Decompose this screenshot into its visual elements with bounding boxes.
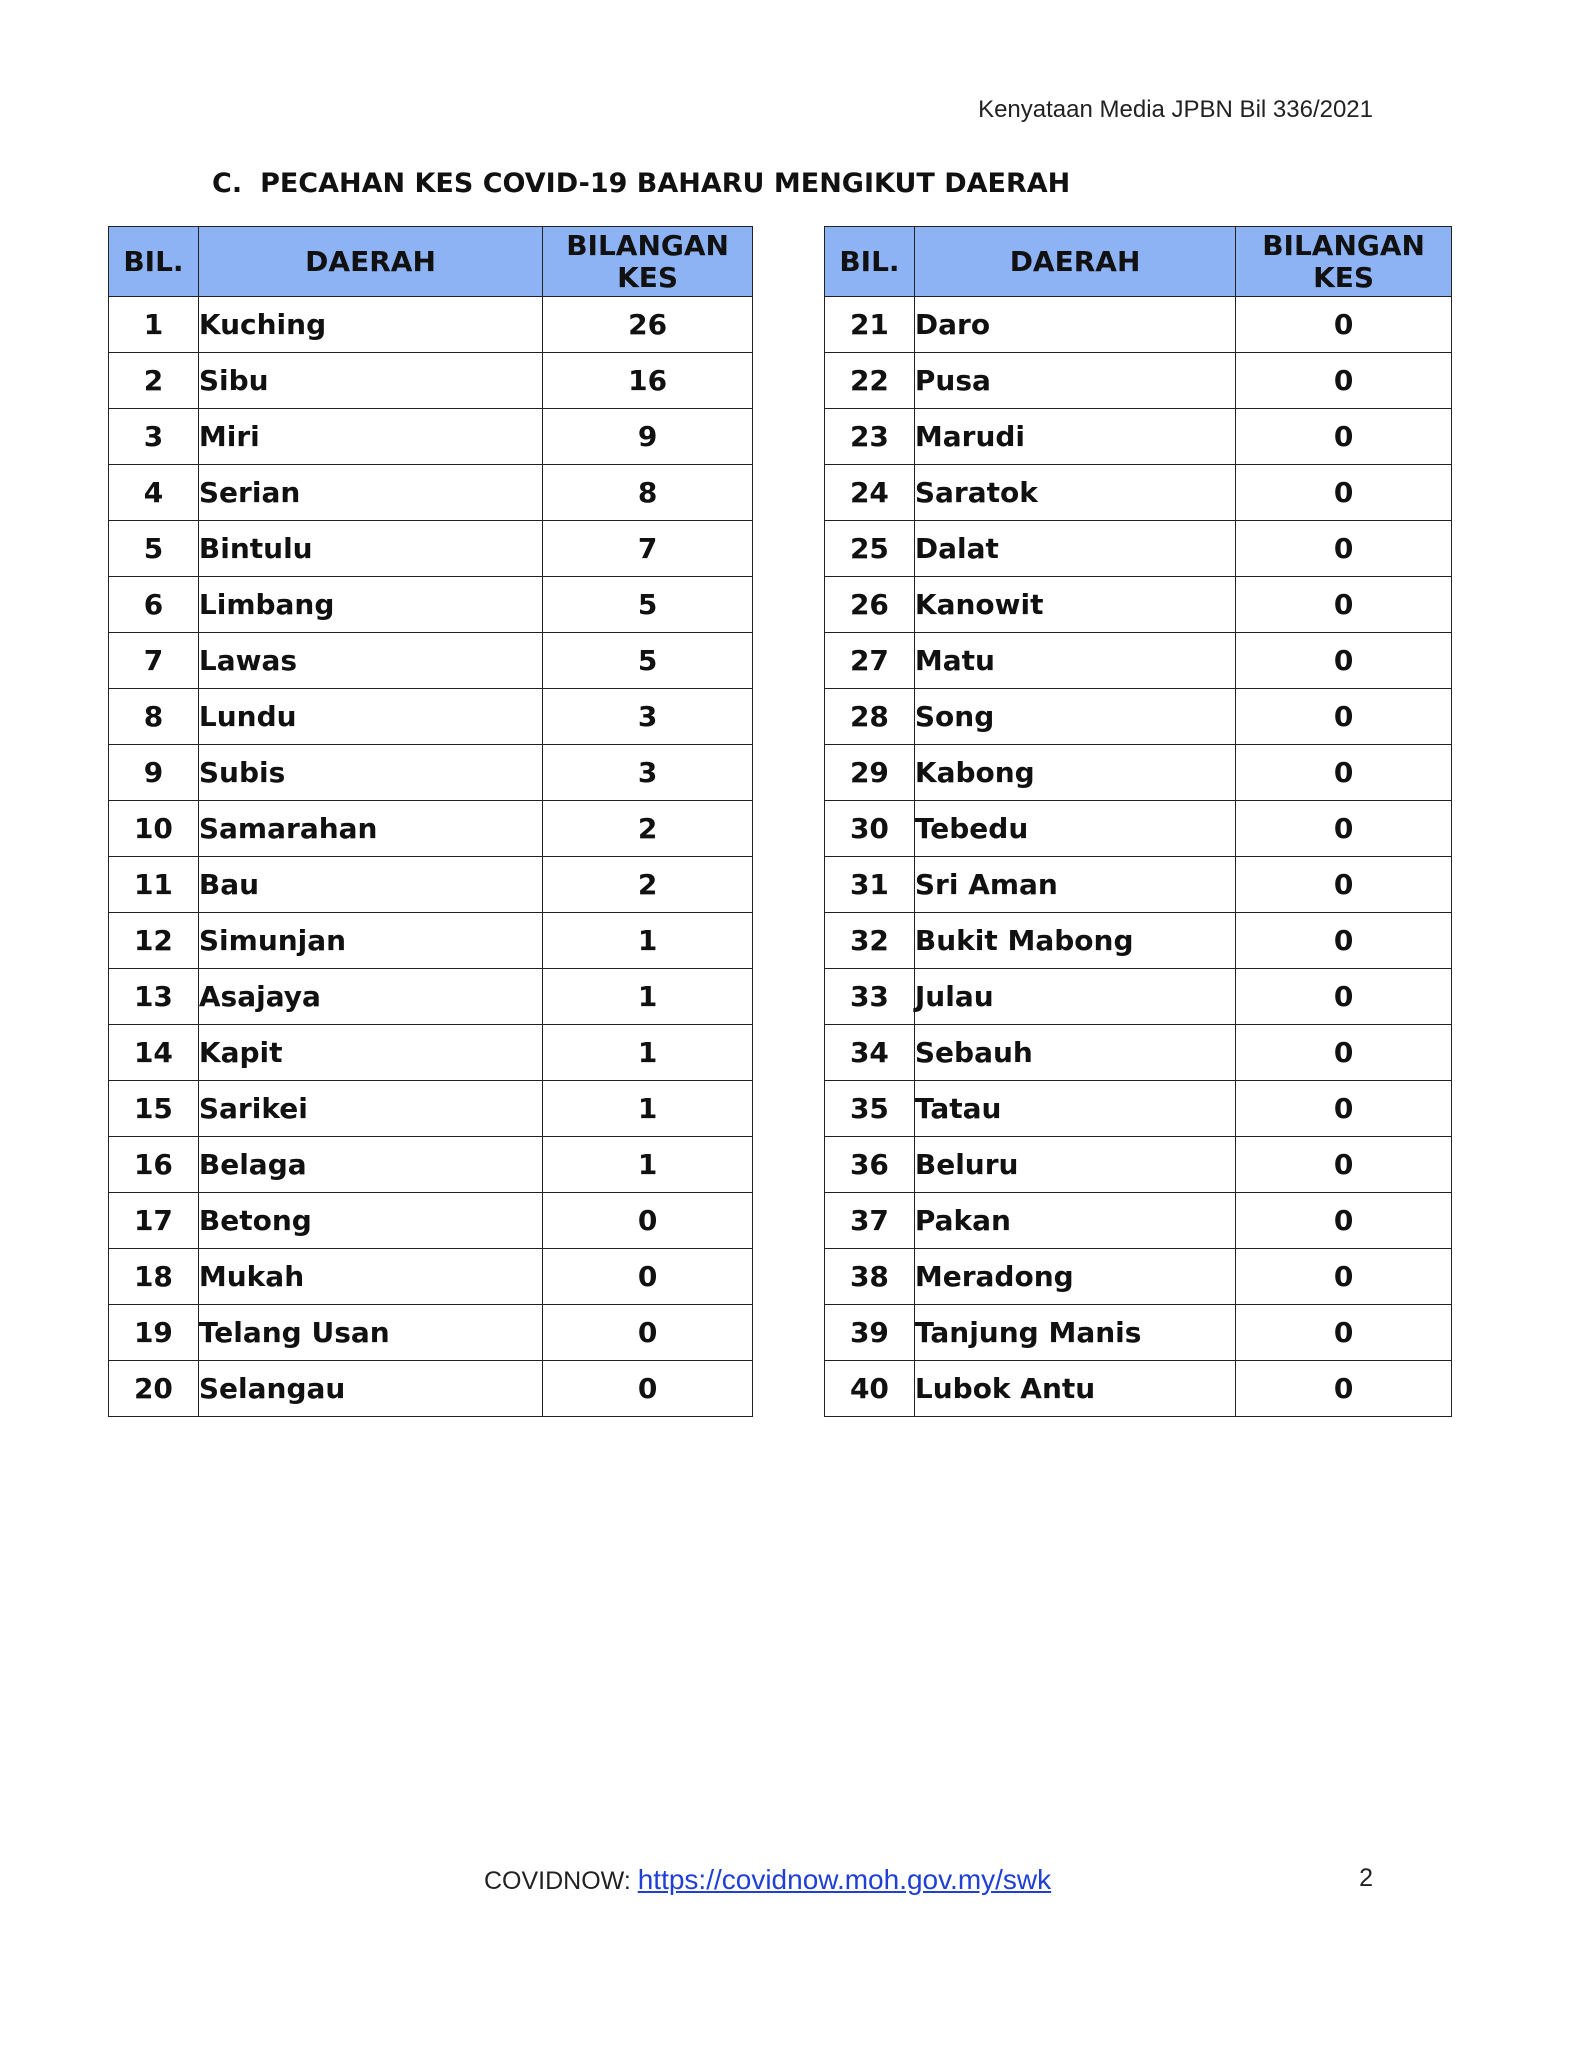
district-name: Lawas (198, 633, 542, 689)
case-count: 2 (543, 801, 753, 857)
row-number: 37 (825, 1193, 915, 1249)
district-name: Sri Aman (914, 857, 1235, 913)
district-name: Subis (198, 745, 542, 801)
case-count: 0 (1236, 633, 1452, 689)
district-name: Lubok Antu (914, 1361, 1235, 1417)
case-count: 0 (1236, 689, 1452, 745)
table-row (825, 1361, 1452, 1417)
case-count: 0 (1236, 1193, 1452, 1249)
table-row (825, 465, 1452, 521)
row-number: 31 (825, 857, 915, 913)
row-number: 21 (825, 297, 915, 353)
row-number: 19 (109, 1305, 199, 1361)
table-row (109, 689, 753, 745)
header-bil: BIL. (109, 227, 199, 297)
district-name: Mukah (198, 1249, 542, 1305)
row-number: 22 (825, 353, 915, 409)
case-count: 3 (543, 745, 753, 801)
district-name: Tatau (914, 1081, 1235, 1137)
row-number: 20 (109, 1361, 199, 1417)
case-count: 8 (543, 465, 753, 521)
table-row (109, 1193, 753, 1249)
case-count: 0 (543, 1305, 753, 1361)
case-count: 0 (1236, 745, 1452, 801)
row-number: 11 (109, 857, 199, 913)
table-row (825, 577, 1452, 633)
district-name: Julau (914, 969, 1235, 1025)
header-cases-line1: BILANGAN (1262, 228, 1425, 262)
section-title-text: PECAHAN KES COVID-19 BAHARU MENGIKUT DAERAH (260, 168, 1071, 199)
table-header-row (825, 227, 1452, 297)
row-number: 17 (109, 1193, 199, 1249)
table-row (825, 521, 1452, 577)
header-bilangan-kes (1236, 227, 1452, 297)
table-row (109, 857, 753, 913)
district-name: Meradong (914, 1249, 1235, 1305)
row-number: 7 (109, 633, 199, 689)
table-row (109, 353, 753, 409)
table-row (109, 913, 753, 969)
case-count: 0 (543, 1249, 753, 1305)
header-cases-line1: BILANGAN (566, 228, 729, 262)
table-row (109, 1025, 753, 1081)
table-body (109, 297, 753, 1417)
row-number: 33 (825, 969, 915, 1025)
row-number: 15 (109, 1081, 199, 1137)
case-count: 0 (1236, 1305, 1452, 1361)
row-number: 30 (825, 801, 915, 857)
table-row (825, 801, 1452, 857)
row-number: 18 (109, 1249, 199, 1305)
case-count: 0 (1236, 857, 1452, 913)
district-name: Dalat (914, 521, 1235, 577)
district-name: Simunjan (198, 913, 542, 969)
district-name: Lundu (198, 689, 542, 745)
case-count: 0 (1236, 1025, 1452, 1081)
table-row (109, 465, 753, 521)
district-name: Daro (914, 297, 1235, 353)
district-name: Saratok (914, 465, 1235, 521)
case-count: 0 (1236, 1137, 1452, 1193)
table-row (109, 1305, 753, 1361)
case-count: 0 (1236, 409, 1452, 465)
table-row (825, 633, 1452, 689)
row-number: 6 (109, 577, 199, 633)
table-row (109, 745, 753, 801)
row-number: 28 (825, 689, 915, 745)
row-number: 36 (825, 1137, 915, 1193)
case-count: 7 (543, 521, 753, 577)
district-name: Bintulu (198, 521, 542, 577)
district-name: Miri (198, 409, 542, 465)
row-number: 40 (825, 1361, 915, 1417)
row-number: 12 (109, 913, 199, 969)
row-number: 10 (109, 801, 199, 857)
table-row (109, 1081, 753, 1137)
case-count: 5 (543, 577, 753, 633)
district-name: Pakan (914, 1193, 1235, 1249)
case-count: 0 (543, 1193, 753, 1249)
case-count: 9 (543, 409, 753, 465)
case-count: 0 (1236, 913, 1452, 969)
district-name: Selangau (198, 1361, 542, 1417)
district-name: Pusa (914, 353, 1235, 409)
table-row (109, 633, 753, 689)
row-number: 35 (825, 1081, 915, 1137)
district-name: Kabong (914, 745, 1235, 801)
district-name: Tanjung Manis (914, 1305, 1235, 1361)
case-count: 1 (543, 1137, 753, 1193)
district-table-right (824, 226, 1452, 1417)
row-number: 23 (825, 409, 915, 465)
row-number: 4 (109, 465, 199, 521)
district-name: Sibu (198, 353, 542, 409)
table-row (825, 297, 1452, 353)
case-count: 0 (1236, 801, 1452, 857)
table-row (109, 1137, 753, 1193)
footer-label: COVIDNOW: (484, 1867, 631, 1895)
row-number: 8 (109, 689, 199, 745)
case-count: 0 (1236, 521, 1452, 577)
row-number: 3 (109, 409, 199, 465)
row-number: 39 (825, 1305, 915, 1361)
district-name: Sarikei (198, 1081, 542, 1137)
district-table-left (108, 226, 753, 1417)
row-number: 38 (825, 1249, 915, 1305)
table-row (109, 521, 753, 577)
case-count: 5 (543, 633, 753, 689)
table-row (825, 913, 1452, 969)
table-row (825, 1305, 1452, 1361)
table-row (109, 409, 753, 465)
row-number: 34 (825, 1025, 915, 1081)
case-count: 0 (1236, 353, 1452, 409)
district-name: Beluru (914, 1137, 1235, 1193)
row-number: 27 (825, 633, 915, 689)
district-name: Belaga (198, 1137, 542, 1193)
header-bilangan-kes (543, 227, 753, 297)
row-number: 1 (109, 297, 199, 353)
table-row (825, 1137, 1452, 1193)
table-row (825, 689, 1452, 745)
row-number: 2 (109, 353, 199, 409)
case-count: 0 (543, 1361, 753, 1417)
case-count: 2 (543, 857, 753, 913)
table-row (109, 577, 753, 633)
header-cases-line2: KES (1313, 260, 1375, 294)
table-row (825, 1249, 1452, 1305)
district-name: Kanowit (914, 577, 1235, 633)
row-number: 29 (825, 745, 915, 801)
table-body (825, 297, 1452, 1417)
table-row (825, 1193, 1452, 1249)
district-name: Asajaya (198, 969, 542, 1025)
document-reference: Kenyataan Media JPBN Bil 336/2021 (978, 96, 1373, 123)
district-name: Marudi (914, 409, 1235, 465)
row-number: 26 (825, 577, 915, 633)
case-count: 0 (1236, 1249, 1452, 1305)
case-count: 1 (543, 969, 753, 1025)
row-number: 32 (825, 913, 915, 969)
case-count: 0 (1236, 1361, 1452, 1417)
case-count: 0 (1236, 297, 1452, 353)
case-count: 0 (1236, 1081, 1452, 1137)
table-row (825, 745, 1452, 801)
case-count: 0 (1236, 465, 1452, 521)
header-bil: BIL. (825, 227, 915, 297)
district-name: Telang Usan (198, 1305, 542, 1361)
header-daerah: DAERAH (914, 227, 1235, 297)
district-name: Kuching (198, 297, 542, 353)
row-number: 5 (109, 521, 199, 577)
case-count: 0 (1236, 969, 1452, 1025)
footer-source (484, 1864, 1051, 1896)
district-name: Song (914, 689, 1235, 745)
table-row (109, 1361, 753, 1417)
header-cases-line2: KES (617, 260, 679, 294)
table-row (825, 857, 1452, 913)
row-number: 9 (109, 745, 199, 801)
case-count: 0 (1236, 577, 1452, 633)
table-header-row (109, 227, 753, 297)
case-count: 1 (543, 1081, 753, 1137)
table-row (825, 409, 1452, 465)
table-row (825, 969, 1452, 1025)
district-name: Bukit Mabong (914, 913, 1235, 969)
table-row (825, 1025, 1452, 1081)
table-row (109, 801, 753, 857)
row-number: 16 (109, 1137, 199, 1193)
table-row (109, 1249, 753, 1305)
page-number: 2 (1359, 1864, 1373, 1892)
header-daerah: DAERAH (198, 227, 542, 297)
table-row (109, 969, 753, 1025)
district-name: Bau (198, 857, 542, 913)
district-name: Sebauh (914, 1025, 1235, 1081)
district-name: Matu (914, 633, 1235, 689)
district-name: Samarahan (198, 801, 542, 857)
case-count: 3 (543, 689, 753, 745)
case-count: 1 (543, 1025, 753, 1081)
district-name: Serian (198, 465, 542, 521)
case-count: 26 (543, 297, 753, 353)
case-count: 1 (543, 913, 753, 969)
district-name: Kapit (198, 1025, 542, 1081)
table-row (825, 353, 1452, 409)
section-title (212, 168, 1070, 199)
row-number: 13 (109, 969, 199, 1025)
table-row (825, 1081, 1452, 1137)
covidnow-link[interactable]: https://covidnow.moh.gov.my/swk (637, 1864, 1052, 1895)
case-count: 16 (543, 353, 753, 409)
row-number: 25 (825, 521, 915, 577)
row-number: 24 (825, 465, 915, 521)
table-row (109, 297, 753, 353)
district-name: Limbang (198, 577, 542, 633)
row-number: 14 (109, 1025, 199, 1081)
district-name: Betong (198, 1193, 542, 1249)
section-letter: C. (212, 168, 243, 199)
district-name: Tebedu (914, 801, 1235, 857)
